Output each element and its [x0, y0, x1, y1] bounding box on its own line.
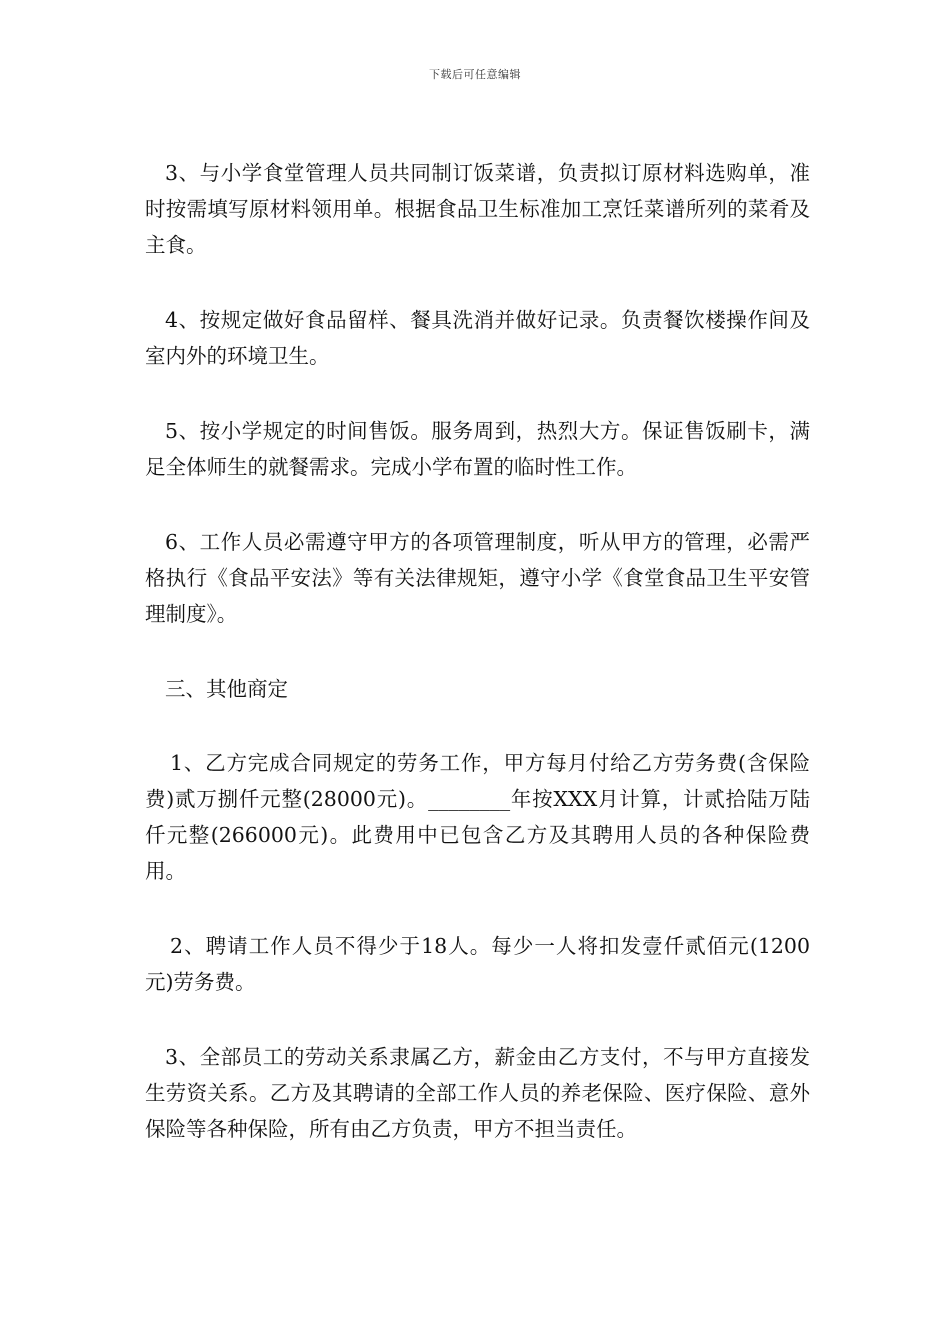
paragraph-2-staffing: 2、聘请工作人员不得少于18人。每少一人将扣发壹仟贰佰元(1200元)劳务费。: [145, 934, 810, 994]
paragraph-4-food-samples: 4、按规定做好食品留样、餐具洗消并做好记录。负责餐饮楼操作间及室内外的环境卫生。: [145, 308, 810, 368]
paragraph-6-regulations: 6、工作人员必需遵守甲方的各项管理制度，听从甲方的管理，必需严格执行《食品平安法》等有关法律规矩，遵守小学《食堂食品卫生平安管理制度》。: [145, 530, 810, 626]
paragraph-1-service-fee: 1、乙方完成合同规定的劳务工作，甲方每月付给乙方劳务费(含保险费)贰万捌仟元整(28000元)。________年按XXX月计算，计贰拾陆万陆仟元整(266000元)。此费用中已包含乙方及其聘用人员的各种保险费用。: [145, 751, 810, 883]
section-heading-other-terms: 三、其他商定: [165, 677, 288, 701]
page-header: 下载后可任意编辑: [429, 68, 521, 81]
document-body: [145, 155, 810, 1186]
paragraph-5-meal-service: 5、按小学规定的时间售饭。服务周到，热烈大方。保证售饭刷卡，满足全体师生的就餐需求。完成小学布置的临时性工作。: [145, 419, 810, 479]
paragraph-3-menu-planning: 3、与小学食堂管理人员共同制订饭菜谱，负责拟订原材料选购单，准时按需填写原材料领用单。根据食品卫生标准加工烹饪菜谱所列的菜肴及主食。: [145, 161, 810, 257]
paragraph-3-labor-relations: 3、全部员工的劳动关系隶属乙方，薪金由乙方支付，不与甲方直接发生劳资关系。乙方及其聘请的全部工作人员的养老保险、医疗保险、意外保险等各种保险，所有由乙方负责，甲方不担当责任。: [145, 1045, 810, 1141]
